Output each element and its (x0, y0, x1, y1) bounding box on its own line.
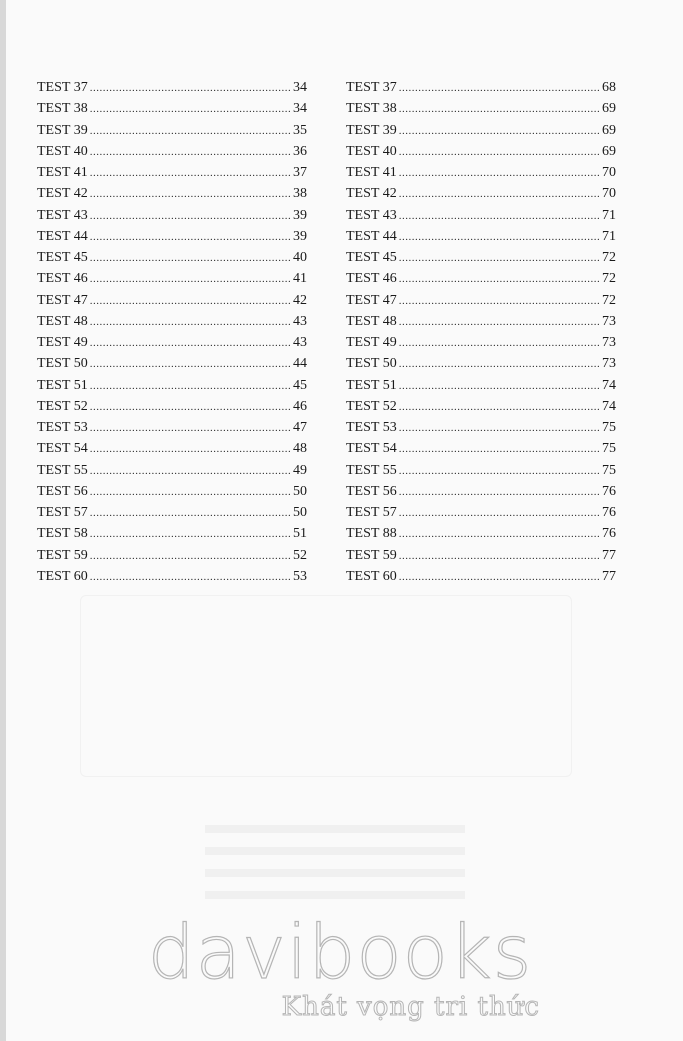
toc-entry-label: TEST 47 (37, 292, 88, 308)
toc-entry (37, 141, 307, 162)
toc-dot-leader (90, 524, 291, 545)
toc-entry-page-number: 53 (293, 568, 307, 584)
toc-dot-leader (90, 163, 291, 184)
toc-entry (346, 268, 616, 289)
toc-entry (37, 566, 307, 587)
toc-dot-leader (90, 567, 291, 588)
toc-entry-page-number: 75 (602, 441, 616, 457)
toc-column-right (346, 77, 616, 587)
toc-dot-leader (399, 333, 600, 354)
toc-entry-label: TEST 56 (346, 483, 397, 499)
toc-entry (346, 141, 616, 162)
toc-dot-leader (399, 163, 600, 184)
toc-dot-leader (399, 397, 600, 418)
toc-entry-page-number: 76 (602, 505, 616, 520)
toc-dot-leader (399, 354, 600, 375)
publisher-logo (140, 910, 540, 1022)
toc-dot-leader (399, 78, 600, 99)
toc-entry-label: TEST 41 (346, 165, 397, 180)
toc-entry-page-number: 68 (602, 80, 616, 95)
toc-entry-label: TEST 49 (346, 335, 397, 350)
toc-entry-page-number: 39 (293, 207, 307, 223)
toc-dot-leader (90, 78, 291, 99)
toc-dot-leader (399, 503, 600, 524)
toc-dot-leader (399, 524, 600, 545)
toc-entry-page-number: 46 (293, 398, 307, 414)
toc-entry-label: TEST 50 (37, 356, 88, 372)
toc-entry-label: TEST 40 (346, 143, 397, 159)
toc-dot-leader (90, 546, 291, 567)
toc-entry-page-number: 50 (293, 505, 307, 520)
toc-entry-page-number: 41 (293, 271, 307, 287)
toc-dot-leader (90, 142, 291, 163)
toc-entry-page-number: 69 (602, 143, 616, 159)
toc-entry (37, 502, 307, 523)
toc-dot-leader (399, 206, 600, 227)
toc-entry-label: TEST 41 (37, 165, 88, 180)
toc-entry-label: TEST 55 (346, 462, 397, 478)
toc-entry (37, 311, 307, 332)
toc-entry (37, 545, 307, 566)
toc-entry (346, 545, 616, 566)
toc-entry-label: TEST 57 (346, 505, 397, 520)
toc-entry-page-number: 77 (602, 568, 616, 584)
toc-entry-page-number: 75 (602, 462, 616, 478)
page-edge-shadow (0, 0, 6, 1041)
toc-entry-label: TEST 45 (346, 250, 397, 265)
toc-dot-leader (90, 418, 291, 439)
toc-dot-leader (399, 291, 600, 312)
toc-entry-page-number: 45 (293, 377, 307, 393)
toc-entry-page-number: 76 (602, 483, 616, 499)
toc-entry-page-number: 42 (293, 292, 307, 308)
toc-entry (346, 438, 616, 459)
toc-entry (346, 311, 616, 332)
toc-dot-leader (90, 397, 291, 418)
toc-entry (37, 183, 307, 204)
logo-tagline: Khát vọng tri thức (281, 992, 540, 1022)
toc-entry (346, 332, 616, 353)
toc-entry (37, 438, 307, 459)
toc-entry-page-number: 50 (293, 483, 307, 499)
toc-entry-label: TEST 51 (346, 377, 397, 393)
toc-entry (37, 460, 307, 481)
toc-dot-leader (90, 461, 291, 482)
toc-entry-label: TEST 57 (37, 505, 88, 520)
toc-entry (346, 290, 616, 311)
toc-entry-page-number: 34 (293, 101, 307, 117)
toc-column-left (37, 77, 307, 587)
toc-entry-page-number: 74 (602, 398, 616, 414)
toc-entry-label: TEST 51 (37, 377, 88, 393)
toc-dot-leader (90, 248, 291, 269)
toc-entry (346, 205, 616, 226)
toc-entry-page-number: 51 (293, 526, 307, 542)
toc-entry-label: TEST 53 (346, 420, 397, 435)
bleed-through-frame (80, 595, 572, 777)
toc-entry (37, 375, 307, 396)
toc-entry-label: TEST 46 (37, 271, 88, 287)
toc-dot-leader (399, 269, 600, 290)
toc-entry (346, 375, 616, 396)
toc-entry-label: TEST 60 (346, 568, 397, 584)
toc-dot-leader (399, 461, 600, 482)
toc-entry-page-number: 69 (602, 101, 616, 117)
toc-entry (37, 77, 307, 98)
toc-entry-label: TEST 43 (346, 207, 397, 223)
toc-entry (346, 396, 616, 417)
toc-entry-label: TEST 38 (346, 101, 397, 117)
toc-entry-page-number: 73 (602, 356, 616, 372)
toc-entry-label: TEST 42 (346, 186, 397, 202)
toc-dot-leader (90, 227, 291, 248)
toc-entry-label: TEST 48 (37, 313, 88, 329)
toc-entry-page-number: 70 (602, 186, 616, 202)
toc-entry (37, 353, 307, 374)
toc-entry (346, 481, 616, 502)
toc-entry (346, 460, 616, 481)
toc-entry-page-number: 72 (602, 292, 616, 308)
toc-entry (346, 226, 616, 247)
toc-entry (37, 205, 307, 226)
toc-entry-label: TEST 39 (37, 122, 88, 138)
toc-entry-page-number: 73 (602, 335, 616, 350)
toc-entry-page-number: 75 (602, 420, 616, 435)
bleed-through-text (205, 825, 465, 913)
toc-entry-page-number: 74 (602, 377, 616, 393)
toc-dot-leader (90, 503, 291, 524)
toc-entry (37, 332, 307, 353)
toc-entry (346, 98, 616, 119)
toc-entry-page-number: 71 (602, 228, 616, 244)
toc-entry (37, 120, 307, 141)
toc-entry (346, 162, 616, 183)
logo-wordmark: davibooks (147, 910, 533, 996)
toc-dot-leader (90, 312, 291, 333)
toc-dot-leader (399, 121, 600, 142)
toc-entry-label: TEST 44 (346, 228, 397, 244)
toc-entry-page-number: 71 (602, 207, 616, 223)
toc-entry (37, 268, 307, 289)
toc-entry-label: TEST 47 (346, 292, 397, 308)
toc-dot-leader (90, 333, 291, 354)
toc-entry (37, 290, 307, 311)
toc-entry-label: TEST 45 (37, 250, 88, 265)
toc-dot-leader (90, 121, 291, 142)
toc-entry-label: TEST 60 (37, 568, 88, 584)
toc-entry-page-number: 48 (293, 441, 307, 457)
toc-dot-leader (90, 269, 291, 290)
toc-entry (346, 417, 616, 438)
toc-entry-page-number: 40 (293, 250, 307, 265)
toc-entry-page-number: 72 (602, 271, 616, 287)
toc-entry (37, 523, 307, 544)
toc-entry-page-number: 43 (293, 313, 307, 329)
toc-entry-label: TEST 53 (37, 420, 88, 435)
toc-dot-leader (90, 206, 291, 227)
toc-dot-leader (399, 248, 600, 269)
toc-entry-page-number: 69 (602, 122, 616, 138)
toc-dot-leader (90, 439, 291, 460)
toc-dot-leader (90, 291, 291, 312)
toc-entry-label: TEST 37 (346, 80, 397, 95)
toc-entry (37, 417, 307, 438)
toc-entry (37, 396, 307, 417)
toc-entry (37, 98, 307, 119)
toc-dot-leader (399, 184, 600, 205)
toc-entry-label: TEST 59 (346, 547, 397, 563)
toc-entry-label: TEST 46 (346, 271, 397, 287)
toc-entry-label: TEST 52 (37, 398, 88, 414)
toc-entry-label: TEST 54 (346, 441, 397, 457)
toc-entry-page-number: 72 (602, 250, 616, 265)
toc-entry-page-number: 44 (293, 356, 307, 372)
toc-entry-label: TEST 50 (346, 356, 397, 372)
toc-entry-label: TEST 39 (346, 122, 397, 138)
toc-entry-label: TEST 38 (37, 101, 88, 117)
toc-entry-label: TEST 58 (37, 526, 88, 542)
toc-dot-leader (399, 376, 600, 397)
toc-entry (346, 523, 616, 544)
toc-entry (346, 120, 616, 141)
toc-entry-page-number: 43 (293, 335, 307, 350)
toc-entry (346, 353, 616, 374)
toc-entry-label: TEST 48 (346, 313, 397, 329)
toc-entry (37, 481, 307, 502)
toc-entry-label: TEST 44 (37, 228, 88, 244)
toc-entry-label: TEST 55 (37, 462, 88, 478)
toc-entry (37, 226, 307, 247)
toc-entry-label: TEST 43 (37, 207, 88, 223)
toc-entry-page-number: 73 (602, 313, 616, 329)
toc-entry-page-number: 38 (293, 186, 307, 202)
toc-entry (37, 162, 307, 183)
toc-entry-page-number: 36 (293, 143, 307, 159)
toc-dot-leader (399, 227, 600, 248)
toc-entry-page-number: 70 (602, 165, 616, 180)
toc-entry-page-number: 34 (293, 80, 307, 95)
toc-dot-leader (90, 376, 291, 397)
toc-entry-page-number: 47 (293, 420, 307, 435)
toc-dot-leader (399, 99, 600, 120)
toc-entry-page-number: 77 (602, 547, 616, 563)
toc-entry (346, 183, 616, 204)
toc-entry-page-number: 37 (293, 165, 307, 180)
toc-entry-page-number: 39 (293, 228, 307, 244)
toc-dot-leader (399, 482, 600, 503)
toc-dot-leader (90, 184, 291, 205)
toc-entry-label: TEST 52 (346, 398, 397, 414)
toc-entry-label: TEST 37 (37, 80, 88, 95)
toc-dot-leader (399, 418, 600, 439)
toc-dot-leader (399, 546, 600, 567)
toc-entry (346, 77, 616, 98)
toc-entry-label: TEST 54 (37, 441, 88, 457)
toc-entry-label: TEST 40 (37, 143, 88, 159)
toc-entry (346, 247, 616, 268)
toc-dot-leader (399, 567, 600, 588)
toc-entry (37, 247, 307, 268)
toc-dot-leader (90, 482, 291, 503)
toc-dot-leader (90, 354, 291, 375)
toc-dot-leader (399, 142, 600, 163)
toc-entry-label: TEST 49 (37, 335, 88, 350)
toc-entry-page-number: 49 (293, 462, 307, 478)
toc-entry-label: TEST 42 (37, 186, 88, 202)
toc-entry-label: TEST 88 (346, 526, 397, 542)
toc-entry (346, 502, 616, 523)
toc-entry-page-number: 52 (293, 547, 307, 563)
toc-dot-leader (399, 439, 600, 460)
toc-entry (346, 566, 616, 587)
toc-dot-leader (90, 99, 291, 120)
toc-entry-page-number: 35 (293, 122, 307, 138)
toc-dot-leader (399, 312, 600, 333)
toc-entry-label: TEST 56 (37, 483, 88, 499)
toc-entry-page-number: 76 (602, 526, 616, 542)
toc-entry-label: TEST 59 (37, 547, 88, 563)
